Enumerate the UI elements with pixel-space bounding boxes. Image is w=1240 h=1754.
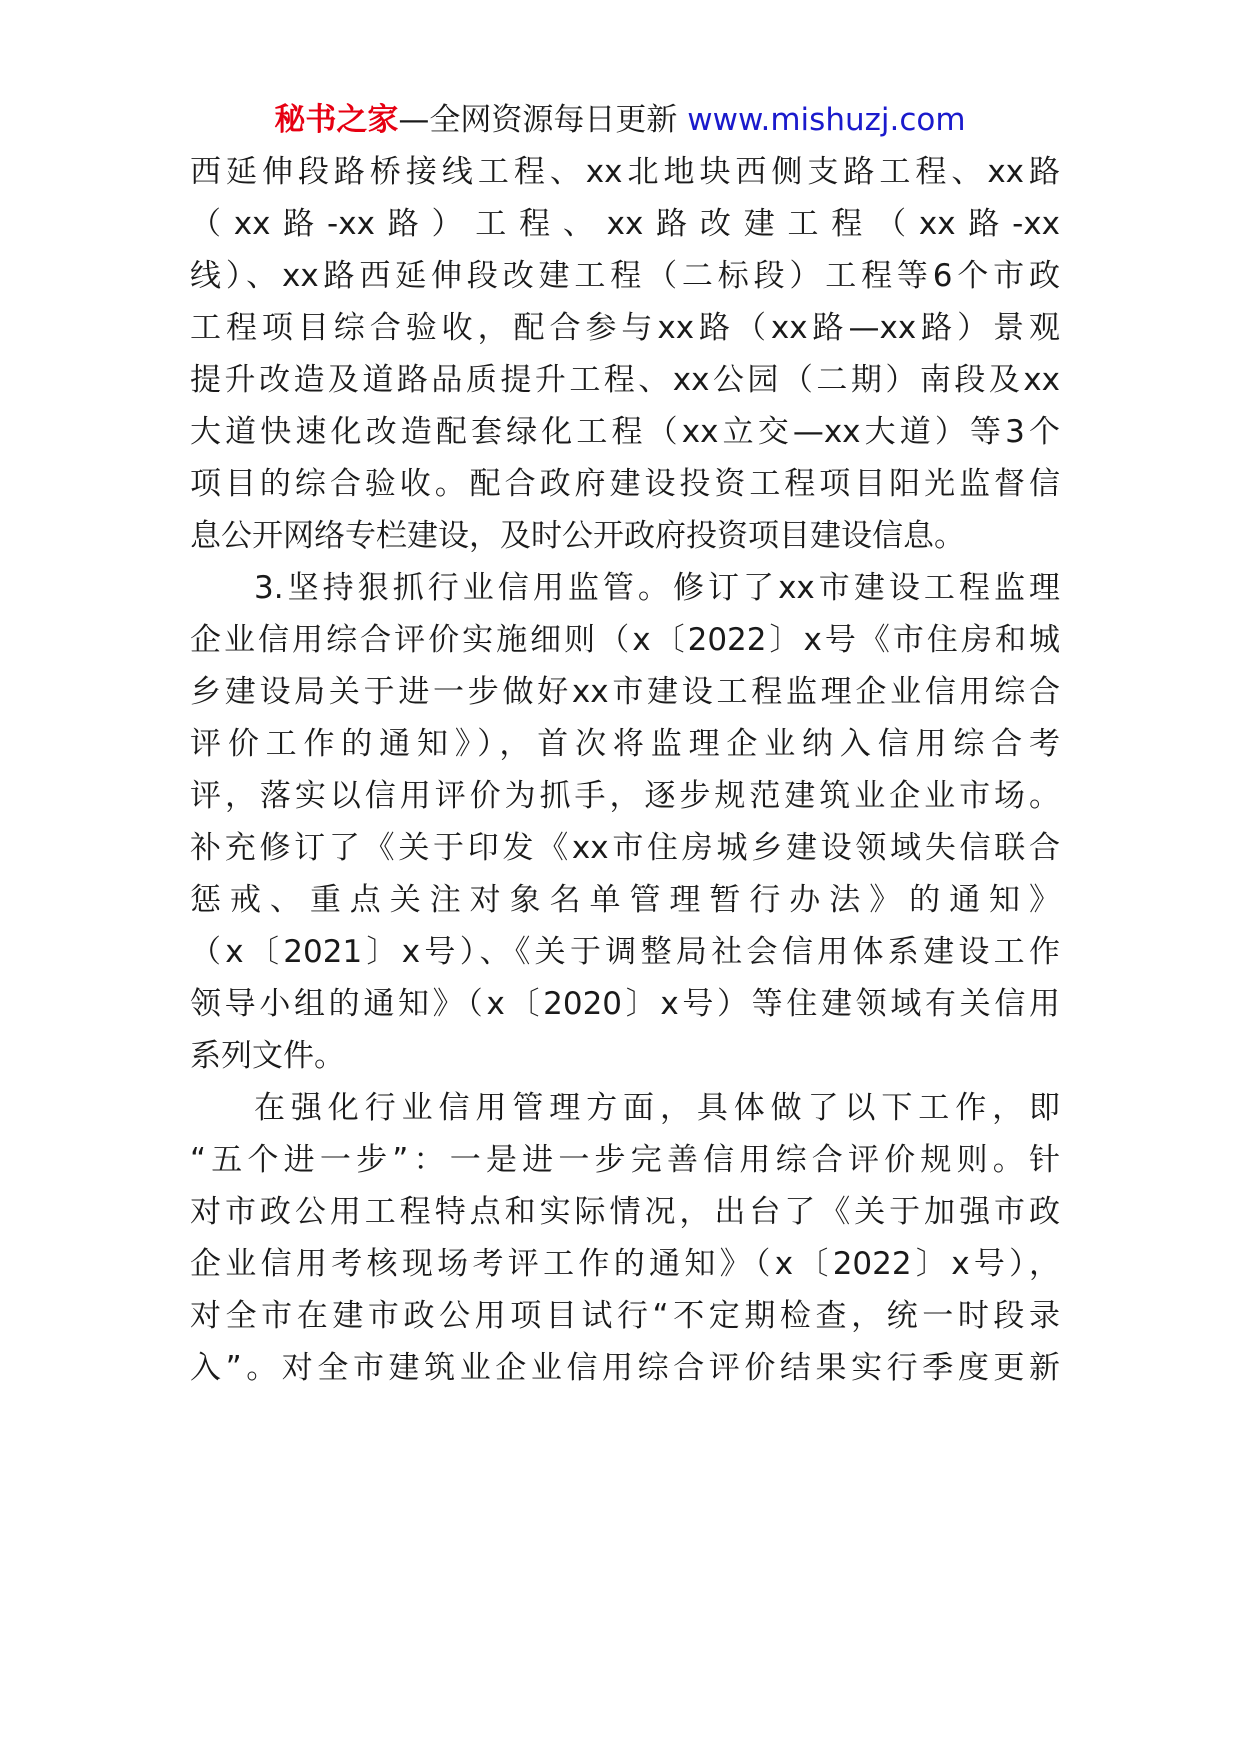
text-line: 补充修订了《关于印发《xx市住房城乡建设领域失信联合 — [190, 830, 1060, 866]
site-brand: 秘书之家 — [274, 102, 399, 138]
text-line: 大道快速化改造配套绿化工程（xx立交—xx大道）等3个 — [190, 414, 1060, 450]
text-line: 系列文件。 — [190, 1038, 345, 1074]
text-line: 对市政公用工程特点和实际情况，出台了《关于加强市政 — [190, 1194, 1060, 1230]
text-line: 息公开网络专栏建设，及时公开政府投资项目建设信息。 — [190, 518, 965, 554]
text-line: “五个进一步”：一是进一步完善信用综合评价规则。针 — [190, 1142, 1060, 1178]
site-url: www.mishuzj.com — [687, 102, 966, 138]
text-line: 乡建设局关于进一步做好xx市建设工程监理企业信用综合 — [190, 674, 1060, 710]
text-line: 项目的综合验收。配合政府建设投资工程项目阳光监督信 — [190, 466, 1060, 502]
text-line: 提升改造及道路品质提升工程、xx公园（二期）南段及xx — [190, 362, 1060, 398]
text-line: 入”。对全市建筑业企业信用综合评价结果实行季度更新 — [190, 1350, 1060, 1386]
text-line: 西延伸段路桥接线工程、xx北地块西侧支路工程、xx路 — [190, 154, 1060, 190]
site-tagline: —全网资源每日更新 — [398, 102, 678, 138]
text-line: 对全市在建市政公用项目试行“不定期检查，统一时段录 — [190, 1298, 1060, 1334]
text-line: 工程项目综合验收，配合参与xx路（xx路—xx路）景观 — [190, 310, 1060, 346]
text-line: 线）、xx路西延伸段改建工程（二标段）工程等6个市政 — [190, 258, 1060, 294]
text-line: （x〔2021〕x号）、《关于调整局社会信用体系建设工作 — [190, 934, 1060, 970]
text-line: （xx路-xx路）工程、xx路改建工程（xx路-xx — [190, 206, 1060, 242]
text-line: 评，落实以信用评价为抓手，逐步规范建筑业企业市场。 — [190, 778, 1060, 814]
text-line: 企业信用综合评价实施细则（x〔2022〕x号《市住房和城 — [190, 622, 1060, 658]
text-line: 惩戒、重点关注对象名单管理暂行办法》的通知》 — [190, 882, 1060, 918]
paragraph-start-line: 在强化行业信用管理方面，具体做了以下工作，即 — [254, 1090, 1060, 1126]
text-line: 领导小组的通知》（x〔2020〕x号）等住建领域有关信用 — [190, 986, 1060, 1022]
text-line: 评价工作的通知》），首次将监理企业纳入信用综合考 — [190, 726, 1060, 762]
paragraph-start-line: 3.坚持狠抓行业信用监管。修订了xx市建设工程监理 — [254, 570, 1060, 606]
text-line: 企业信用考核现场考评工作的通知》（x〔2022〕x号）， — [190, 1246, 1060, 1282]
page-header — [0, 100, 1240, 140]
